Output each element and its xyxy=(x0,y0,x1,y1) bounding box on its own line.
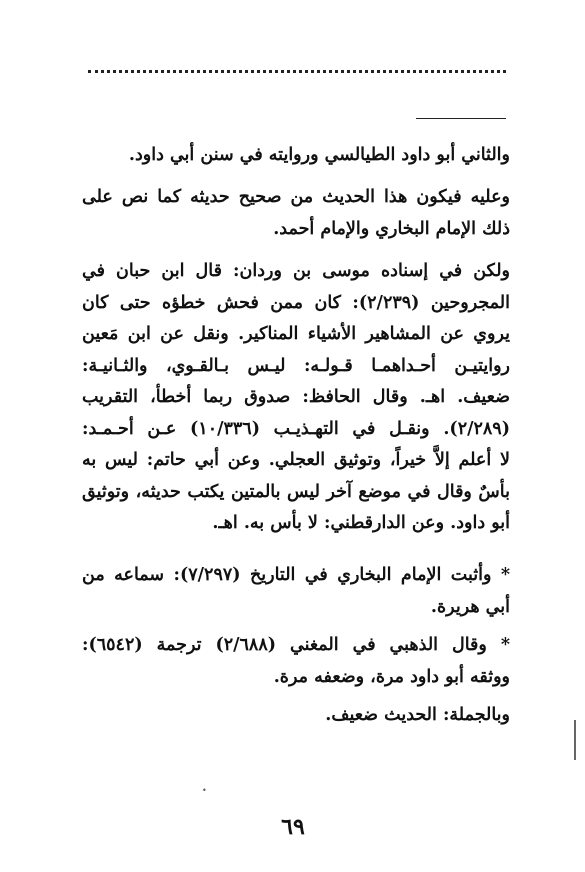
text-line: ووثقه أبو داود مرة، وضعفه مرة. xyxy=(273,666,510,687)
text-line: بأسٌ وقال في موضع آخر ليس بالمتين يكتب حديثه، وتوثيق xyxy=(82,481,510,502)
text-line: أبي هريرة. xyxy=(430,596,510,617)
scan-edge-mark xyxy=(574,720,576,760)
paragraph-dhahabi-mughni xyxy=(82,630,510,693)
text-line: * وأثبت الإمام البخاري في التاريخ (٧/٢٩٧): سماعه من xyxy=(82,565,510,585)
page-number: ٦٩ xyxy=(281,814,305,840)
print-speck: • xyxy=(202,786,207,795)
paragraph-musa-bin-wardan xyxy=(82,256,510,540)
text-line: يروي عن المشاهير الأشياء المناكير. ونقل عن ابن مَعين xyxy=(82,324,510,344)
paragraph-bukhari-tarikh xyxy=(82,560,510,623)
paragraph-conclusion xyxy=(82,700,510,732)
text-line: وعليه فيكون هذا الحديث من صحيح حديثه كما نص على xyxy=(82,187,510,207)
text-line: وبالجملة: الحديث ضعيف. xyxy=(325,705,510,725)
text-line: والثاني أبو داود الطيالسي وروايته في سنن أبي داود. xyxy=(128,145,510,165)
text-line: ضعيف. اهـ. وقال الحافظ: صدوق ربما أخطأ، التقريب xyxy=(82,387,510,407)
text-line: ذلك الإمام البخاري والإمام أحمد. xyxy=(273,218,510,239)
text-line: أبو داود. وعن الدارقطني: لا بأس به. اهـ. xyxy=(212,513,510,533)
text-line: لا أعلم إلاَّ خيراً، وتوثيق العجلي. وعن أبي حاتم: ليس به xyxy=(82,450,510,470)
text-line: ولكن في إسناده موسى بن وردان: قال ابن حبان في xyxy=(82,261,510,281)
text-line: المجروحين (٢/٢٣٩): كان ممن فحش خطؤه حتى كان xyxy=(82,292,510,313)
short-rule-divider xyxy=(416,118,506,119)
dotted-separator xyxy=(88,70,506,73)
paragraph-sahih-note xyxy=(82,182,510,245)
text-line: روايتيـن أحـداهمـا قـولـه: ليـس بـالقـوي، والثـانيـة: xyxy=(82,355,510,376)
text-line: (٢/٢٨٩). ونقـل في التهـذيـب (١٠/٣٣٦) عـن أحـمـد: xyxy=(82,418,510,439)
paragraph-tayalisi xyxy=(82,140,510,172)
text-line: * وقال الذهبي في المغني (٢/٦٨٨) ترجمة (٦٥٤٢): xyxy=(82,635,510,655)
